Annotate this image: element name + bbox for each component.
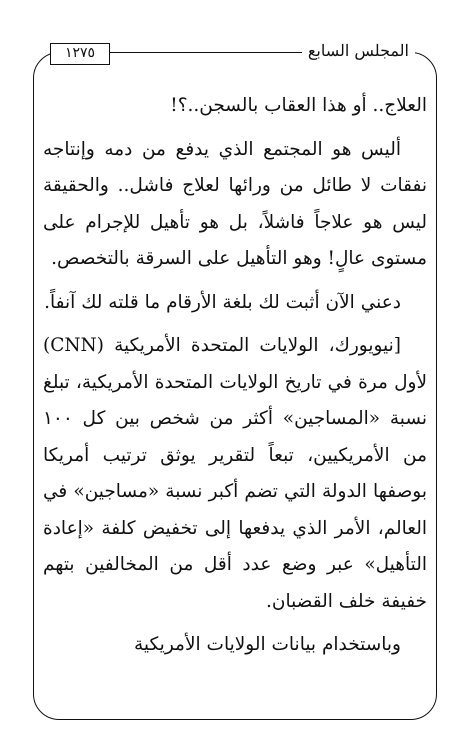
chapter-title: المجلس السابع [302, 40, 415, 62]
page-number: ١٢٧٥ [50, 43, 110, 65]
paragraph-5: وباستخدام بيانات الولايات الأمريكية [133, 634, 401, 655]
paragraph-3: دعني الآن أثبت لك بلغة الأرقام ما قلته لك آنفاً. [44, 291, 401, 313]
page-body-text [43, 88, 427, 664]
paragraph-2: أليس هو المجتمع الذي يدفع من دمه وإنتاجه نفقات لا طائل من ورائها لعلاج فاشل.. والحقيقة ليس هو علاجاً فاشلاً، بل هو تأهيل للإجرام على مستوى عالٍ! وهو التأهيل على السرقة بالتخصص. [43, 138, 427, 269]
paragraph-4: [نيويورك، الولايات المتحدة الأمريكية (CNN) لأول مرة في تاريخ الولايات المتحدة الأمريكية، تبلغ نسبة «المساجين» أكثر من شخص بين كل ١٠٠ من الأمريكيين، تبعاً لتقرير يوثق ترتيب أمريكا بوصفها الدولة التي تضم أكبر نسبة «مساجين» في العالم، الأمر الذي يدفعها إلى تخفيض كلفة «إعادة التأهيل» عبر وضع عدد أقل من المخالفين بتهم خفيفة خلف القضبان. [43, 335, 427, 612]
paragraph-1: العلاج.. أو هذا العقاب بالسجن..؟! [170, 95, 427, 116]
